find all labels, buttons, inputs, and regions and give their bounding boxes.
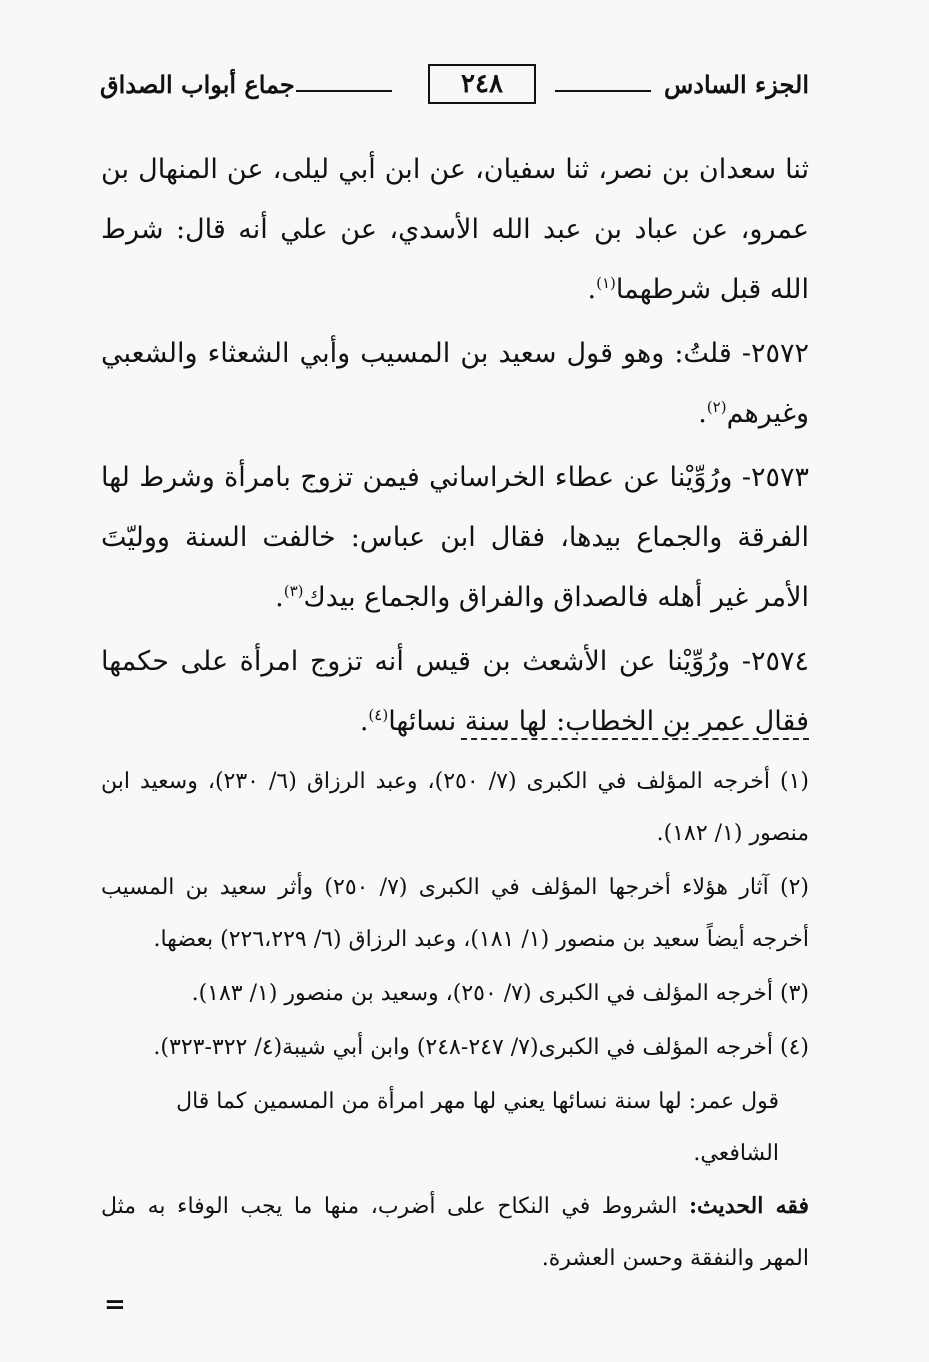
page-number: ٢٤٨ [428, 64, 536, 104]
fiqh-label: فقه الحديث: [688, 1193, 810, 1219]
running-header [100, 60, 809, 116]
footnote-ref: (٣) [283, 582, 304, 600]
footnote-separator [461, 738, 809, 740]
footnote-note: قول عمر: لها سنة نسائها يعني لها مهر امرأة من المسمين كما قال الشافعي. [176, 1089, 779, 1166]
footnote-ref: (١) [596, 274, 616, 292]
footnote-3: (٣) أخرجه المؤلف في الكبرى (٧/ ٢٥٠)، وسعيد بن منصور (١/ ١٨٣). [191, 981, 809, 1006]
header-rule-right [555, 90, 651, 92]
paragraph-continuation: ثنا سعدان بن نصر، ثنا سفيان، عن ابن أبي ليلى، عن المنهال بن عمرو، عن عباد بن عبد الله الأسدي، عن علي أنه قال: شرط الله قبل شرطهما$^{(١)}$. [101, 154, 809, 305]
footnote-ref: (٤) [368, 706, 389, 724]
hadith-2572: ٢٥٧٢- قلتُ: وهو قول سعيد بن المسيب وأبي الشعثاء والشعبي وغيرهم$^{(٢)}$. [101, 338, 809, 429]
paragraph-text: ورُوِّيْنا عن الأشعث بن قيس أنه تزوج امرأة على حكمها فقال عمر بن الخطاب: لها سنة نسائها [101, 646, 809, 737]
main-text [101, 140, 809, 756]
hadith-number: ٢٥٧٤- [741, 646, 809, 677]
footnote-2: (٢) آثار هؤلاء أخرجها المؤلف في الكبرى (٧/ ٢٥٠) وأثر سعيد بن المسيب أخرجه أيضاً سعيد بن منصور (١/ ١٨١)، وعبد الرزاق (٦/ ٢٢٦،٢٢٩) بعضها. [101, 875, 809, 952]
paragraph-text: ثنا سعدان بن نصر، ثنا سفيان، عن ابن أبي ليلى، عن المنهال بن عمرو، عن عباد بن عبد الله الأسدي، عن علي أنه قال: شرط الله قبل شرطهما [101, 154, 809, 305]
fiqh-note [101, 1180, 809, 1285]
hadith-2573: ٢٥٧٣- ورُوِّيْنا عن عطاء الخراساني فيمن تزوج بامرأة وشرط لها الفرقة والجماع بيدها، فقال ابن عباس: خالفت السنة ووليّتَ الأمر غير أهله فالصداق والفراق والجماع بيدك$^{(٣)}$. [101, 462, 809, 613]
footnote-4: (٤) أخرجه المؤلف في الكبرى(٧/ ٢٤٧-٢٤٨) وابن أبي شيبة(٤/ ٣٢٢-٣٢٣). [153, 1035, 809, 1060]
paragraph-text: قلتُ: وهو قول سعيد بن المسيب وأبي الشعثاء والشعبي وغيرهم [101, 338, 809, 429]
chapter-title: جماع أبواب الصداق [100, 70, 295, 99]
footnote-ref: (٢) [706, 398, 727, 416]
hadith-number: ٢٥٧٣- [741, 462, 809, 493]
volume-title: الجزء السادس [663, 70, 809, 99]
header-rule-left [296, 90, 392, 92]
fiqh-text: الشروط في النكاح على أضرب، منها ما يجب الوفاء به مثل المهر والنفقة وحسن العشرة. [101, 1194, 809, 1271]
paragraph-text: ورُوِّيْنا عن عطاء الخراساني فيمن تزوج بامرأة وشرط لها الفرقة والجماع بيدها، فقال ابن عباس: خالفت السنة ووليّتَ الأمر غير أهله فالصداق والفراق والجماع بيدك [101, 462, 809, 613]
footnote-1: (١) أخرجه المؤلف في الكبرى (٧/ ٢٥٠)، وعبد الرزاق (٦/ ٢٣٠)، وسعيد ابن منصور (١/ ١٨٢). [101, 769, 809, 846]
hadith-2574: ٢٥٧٤- ورُوِّيْنا عن الأشعث بن قيس أنه تزوج امرأة على حكمها فقال عمر بن الخطاب: لها سنة نسائها$^{(٤)}$. [101, 646, 809, 737]
hadith-number: ٢٥٧٢- [741, 338, 809, 369]
footnotes [101, 756, 809, 1287]
continuation-mark: = [104, 1290, 126, 1320]
